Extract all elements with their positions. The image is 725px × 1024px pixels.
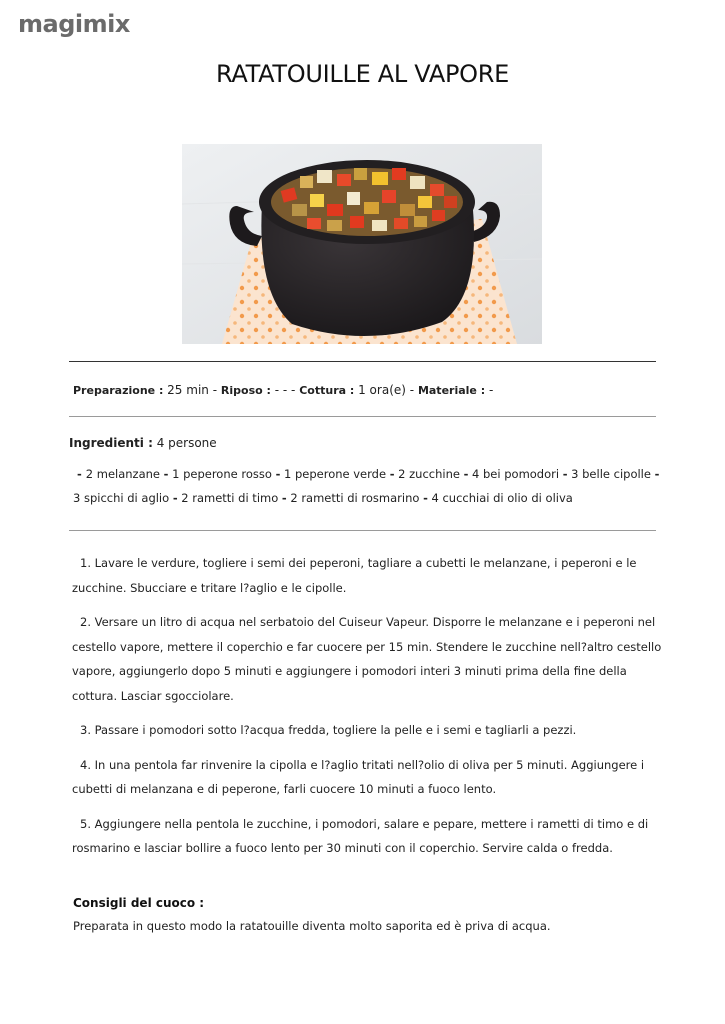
cook-label: Cottura : [299, 384, 355, 397]
rest-label: Riposo : [220, 384, 271, 397]
recipe-title: RATATOUILLE AL VAPORE [216, 60, 509, 88]
ingredient-separator: - [275, 467, 281, 481]
ingredient-separator: - [654, 467, 660, 481]
step-item: 1. Lavare le verdure, togliere i semi dei peperoni, tagliare a cubetti le melanzane, i peperoni e le zucchine. Sbucciare e tritare l?aglio e le cipolle. [72, 556, 637, 595]
step-item: 4. In una pentola far rinvenire la cipolla e l?aglio tritati nell?olio di oliva per 5 minuti. Aggiungere i cubetti di melanzana e di peperone, farli cuocere 10 minuti a fuoco lento. [72, 757, 645, 796]
ingredient-item: 2 rametti di rosmarino [290, 491, 420, 505]
divider [69, 416, 656, 417]
step-item: 5. Aggiungere nella pentola le zucchine, i pomodori, salare e pepare, mettere i rametti di timo e di rosmarino e lasciar bollire a fuoco lento per 30 minuti con il coperchio. Servire calda o fredda. [72, 816, 649, 855]
ingredient-separator: - [463, 467, 469, 481]
recipe-photo [182, 144, 542, 344]
ingredient-separator: - [562, 467, 568, 481]
prep-label: Preparazione : [73, 384, 164, 397]
meta-separator: - [212, 383, 218, 397]
steps-list [72, 551, 662, 871]
ingredient-item: 4 bei pomodori [472, 467, 560, 481]
ingredients-heading [69, 436, 217, 450]
step-item: 2. Versare un litro di acqua nel serbatoio del Cuiseur Vapeur. Disporre le melanzane e i peperoni nel cestello vapore, mettere il coperchio e far cuocere per 15 min. Stendere le zucchine nell?altro cestello vapore, aggiungerlo dopo 5 minuti e aggiungere i pomodori interi 3 minuti prima della fine della cottura. Lasciar sgocciolare. [72, 615, 662, 703]
ingredient-separator: - [389, 467, 395, 481]
ingredient-item: 4 cucchiai di olio di oliva [431, 491, 573, 505]
tools-value: - [488, 383, 494, 397]
ingredients-label: Ingredienti : [69, 436, 153, 450]
servings: 4 persone [156, 436, 217, 450]
tips-text: Preparata in questo modo la ratatouille diventa molto saporita ed è priva di acqua. [73, 919, 551, 933]
ingredient-item: 1 peperone rosso [172, 467, 272, 481]
meta-separator: - [291, 383, 296, 397]
divider [69, 361, 656, 362]
ingredient-item: 2 rametti di timo [181, 491, 279, 505]
ingredient-item: 1 peperone verde [284, 467, 387, 481]
cook-value: 1 ora(e) [358, 383, 406, 397]
tools-label: Materiale : [417, 384, 486, 397]
rest-value: - - [274, 383, 288, 397]
prep-value: 25 min [167, 383, 209, 397]
ingredient-separator: - [172, 491, 178, 505]
step-item: 3. Passare i pomodori sotto l?acqua fredda, togliere la pelle e i semi e tagliarli a pezzi. [80, 723, 577, 737]
ingredients-list [73, 462, 663, 510]
ingredient-separator: - [423, 491, 428, 505]
brand-logo: magimix [18, 10, 130, 38]
ingredient-item: 3 belle cipolle [571, 467, 651, 481]
ingredient-separator: - [281, 491, 287, 505]
ingredient-item: 2 zucchine [398, 467, 460, 481]
divider [69, 530, 656, 531]
ingredient-separator: - [163, 467, 169, 481]
ingredient-item: 3 spicchi di aglio [73, 491, 170, 505]
ingredient-item: 2 melanzane [85, 467, 161, 481]
ingredient-separator: - [73, 467, 86, 481]
recipe-meta [73, 383, 493, 397]
meta-separator: - [409, 383, 415, 397]
tips-title: Consigli del cuoco : [73, 896, 205, 910]
